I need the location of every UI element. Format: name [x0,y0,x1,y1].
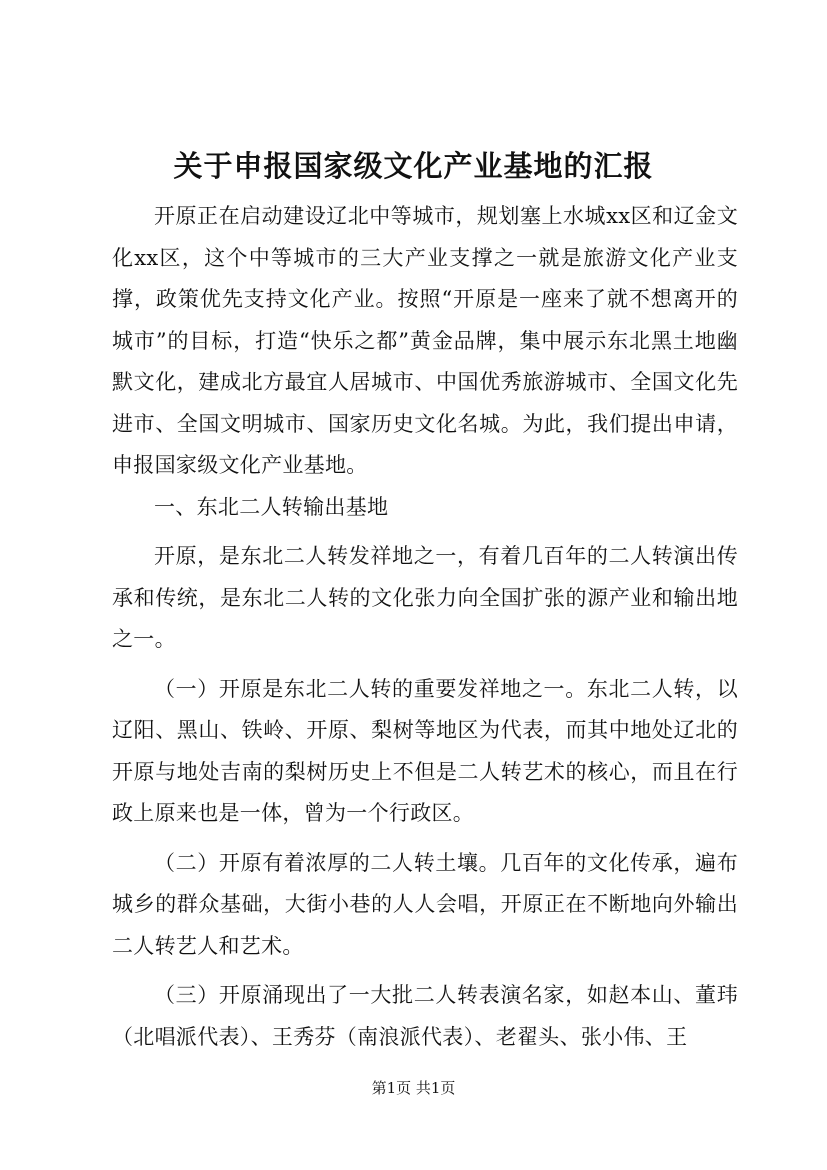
paragraph-point-2: （二）开原有着浓厚的二人转土壤。几百年的文化传承，遍布城乡的群众基础，大街小巷的人人会唱，开原正在不断地向外输出二人转艺人和艺术。 [112,850,738,958]
page-indicator: 第1页 共1页 [371,1079,456,1097]
paragraph-intro: 开原正在启动建设辽北中等城市，规划塞上水城xx区和辽金文化xx区，这个中等城市的三大产业支撑之一就是旅游文化产业支撑，政策优先支持文化产业。按照“开原是一座来了就不想离开的城市”的目标，打造“快乐之都”黄金品牌，集中展示东北黑土地幽默文化，建成北方最宜人居城市、中国优秀旅游城市、全国文化先进市、全国文明城市、国家历史文化名城。为此，我们提出申请，申报国家级文化产业基地。 [112,204,738,477]
paragraph-point-3: （三）开原涌现出了一大批二人转表演名家，如赵本山、董玮（北唱派代表）、王秀芬（南浪派代表）、老翟头、张小伟、王 [112,983,738,1049]
document-title: 关于申报国家级文化产业基地的汇报 [173,149,654,183]
document-body [112,196,738,1058]
paragraph-point-1: （一）开原是东北二人转的重要发祥地之一。东北二人转，以辽阳、黑山、铁岭、开原、梨树等地区为代表，而其中地处辽北的开原与地处吉南的梨树历史上不但是二人转艺术的核心，而且在行政上原来也是一体，曾为一个行政区。 [112,676,738,825]
section-heading: 一、东北二人转输出基地 [154,494,389,519]
paragraph-section-intro: 开原，是东北二人转发祥地之一，有着几百年的二人转演出传承和传统，是东北二人转的文化张力向全国扩张的源产业和输出地之一。 [112,544,738,651]
page-footer [0,1078,827,1098]
